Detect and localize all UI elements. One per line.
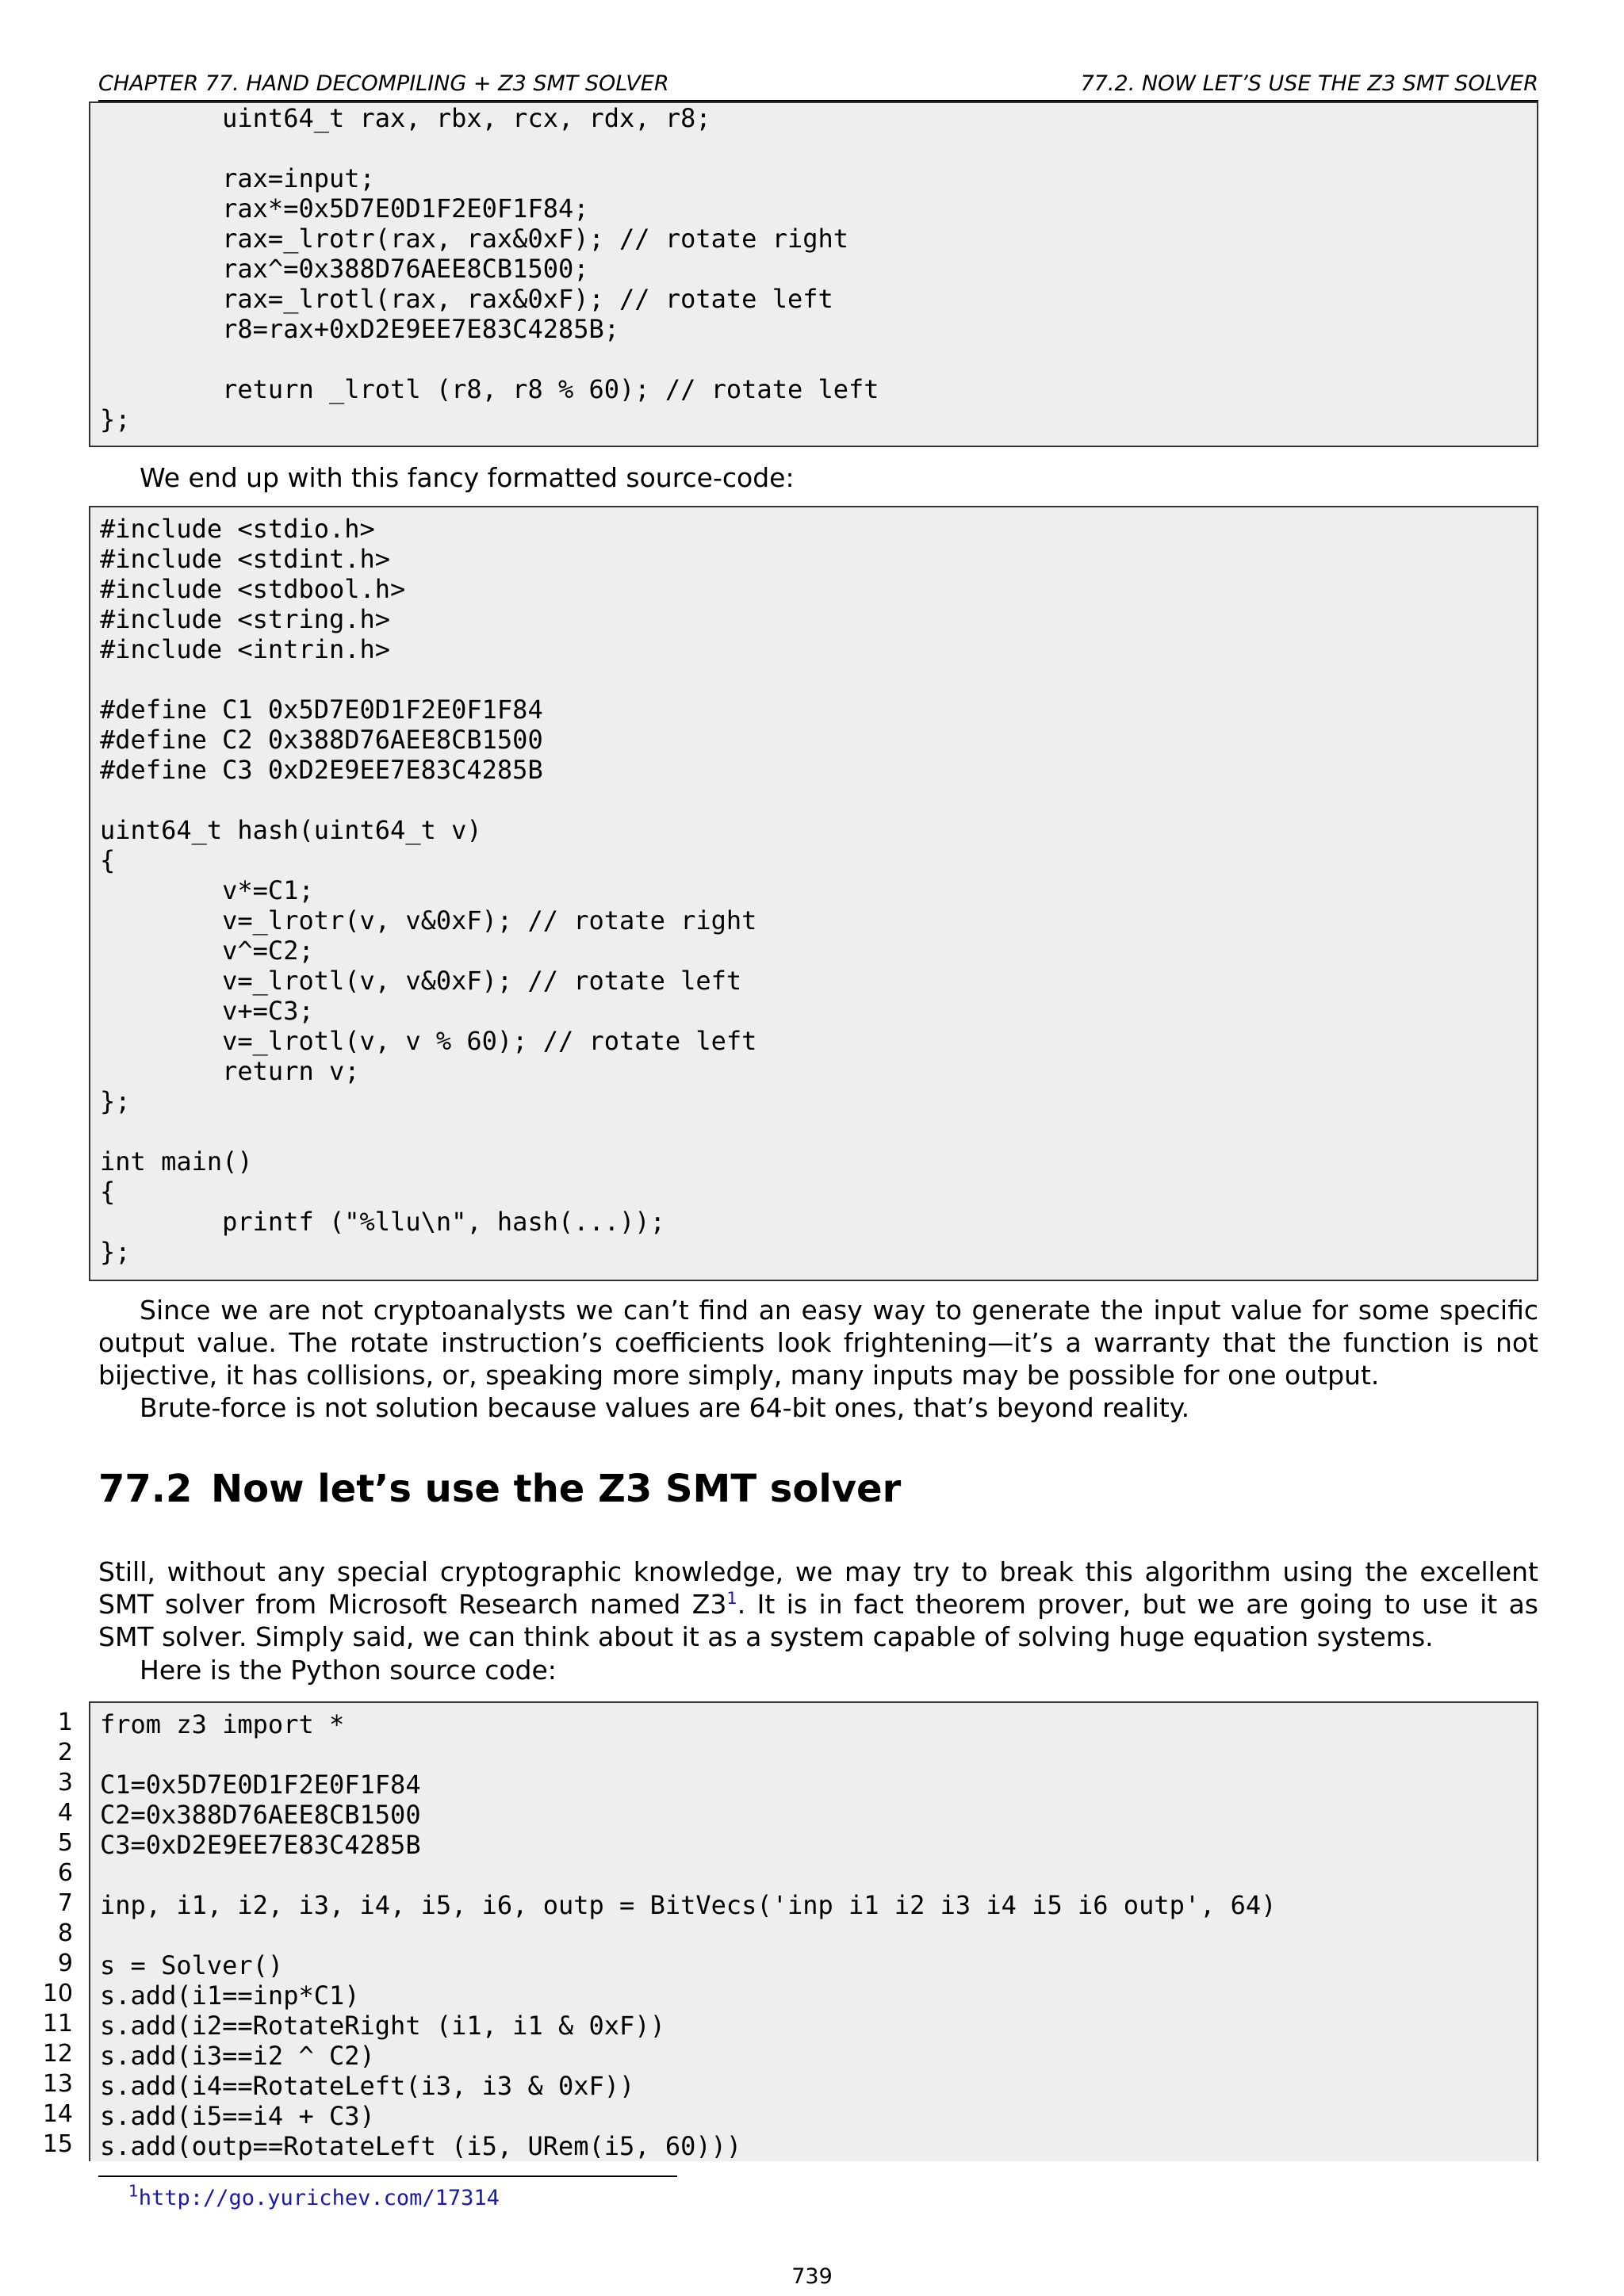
section-number: 77.2 [98,1467,193,1511]
paragraph-text: Still, without any special cryptographic knowledge, we may try to break this algorithm using the excellent SMT solver from Microsoft Research named Z3 [98,1556,1538,1620]
line-number: 11 [42,2010,73,2038]
footnote-mark: 1 [128,2181,139,2201]
code-text: from z3 import * C1=0x5D7E0D1F2E0F1F84 C2=0x388D76AEE8CB1500 C3=0xD2E9EE7E83C4285B inp, i1, i2, i3, i4, i5, i6, outp = BitVecs('inp i1 i2 i3 i4 i5 i6 outp', 64) s = Solver() s.add(i1==inp*C1) s.add(i2==RotateRight (i1, i1 & 0xF)) s.add(i3==i2 ^ C2) s.add(i4==RotateLeft(i3, i3 & 0xF)) s.add(i5==i4 + C3) s.add(outp==RotateLeft (i5, URem(i5, 60))) [100,1709,1277,2161]
code-listing-python [89,1701,1538,2161]
paragraph-cryptoanalysts: Since we are not cryptoanalysts we can’t find an easy way to generate the input value for some specific output value. The rotate instruction’s coefficients look frightening—it’s a warranty that the function is not bijective, it has collisions, or, speaking more simply, many inputs may be possible for one output. [98,1295,1538,1391]
line-number: 7 [57,1889,73,1917]
line-number: 4 [57,1799,73,1827]
paragraph-text: . It is in fact theorem prover, but we are going to use it as SMT solver. Simply said, we can think about it as a system capable of solving huge equation systems. [98,1589,1538,1652]
header-section: 77.2. NOW LET’S USE THE Z3 SMT SOLVER [1080,71,1538,96]
header-chapter: CHAPTER 77. HAND DECOMPILING + Z3 SMT SOLVER [98,71,669,96]
footnote-rule [98,2175,677,2177]
line-number: 12 [42,2040,73,2068]
footnote [128,2182,500,2214]
line-number: 9 [57,1950,73,1977]
page-number: 739 [791,2264,833,2289]
paragraph-fancy-source: We end up with this fancy formatted source-code: [140,462,795,493]
code-listing-c-source [89,506,1538,1281]
code-text: uint64_t rax, rbx, rcx, rdx, r8; rax=input; rax*=0x5D7E0D1F2E0F1F84; rax=_lrotr(rax, rax&0xF); // rotate right rax^=0x388D76AEE8CB1500; rax=_lrotl(rax, rax&0xF); // rotate left r8=rax+0xD2E9EE7E83C4285B; return _lrotl (r8, r8 % 60); // rotate left }; [100,103,879,434]
code-text: #include <stdio.h> #include <stdint.h> #include <stdbool.h> #include <string.h> #include <intrin.h> #define C1 0x5D7E0D1F2E0F1F84 #define C2 0x388D76AEE8CB1500 #define C3 0xD2E9EE7E83C4285B uint64_t hash(uint64_t v) { v*=C1; v=_lrotr(v, v&0xF); // rotate right v^=C2; v=_lrotl(v, v&0xF); // rotate left v+=C3; v=_lrotl(v, v % 60); // rotate left return v; }; int main() { printf ("%llu\n", hash(...)); }; [100,514,757,1267]
running-header [98,68,1538,101]
line-number: 6 [57,1859,73,1887]
paragraph-z3-intro [98,1556,1538,1653]
line-number: 8 [57,1919,73,1947]
line-number: 3 [57,1769,73,1797]
section-heading [98,1465,901,1513]
line-number: 1 [57,1709,73,1736]
line-number: 15 [42,2130,73,2158]
line-number: 13 [42,2070,73,2098]
line-number: 2 [57,1739,73,1766]
paragraph-brute-force: Brute-force is not solution because values are 64-bit ones, that’s beyond reality. [140,1392,1190,1423]
line-number: 5 [57,1829,73,1857]
code-listing-fragment [89,101,1538,447]
paragraph-python-intro: Here is the Python source code: [140,1655,557,1686]
line-numbers [32,1708,73,2160]
footnote-link[interactable]: http://go.yurichev.com/17314 [138,2186,500,2210]
section-title: Now let’s use the Z3 SMT solver [211,1467,902,1511]
footnote-reference[interactable]: 1 [726,1589,737,1608]
line-number: 10 [42,1980,73,2007]
line-number: 14 [42,2100,73,2128]
